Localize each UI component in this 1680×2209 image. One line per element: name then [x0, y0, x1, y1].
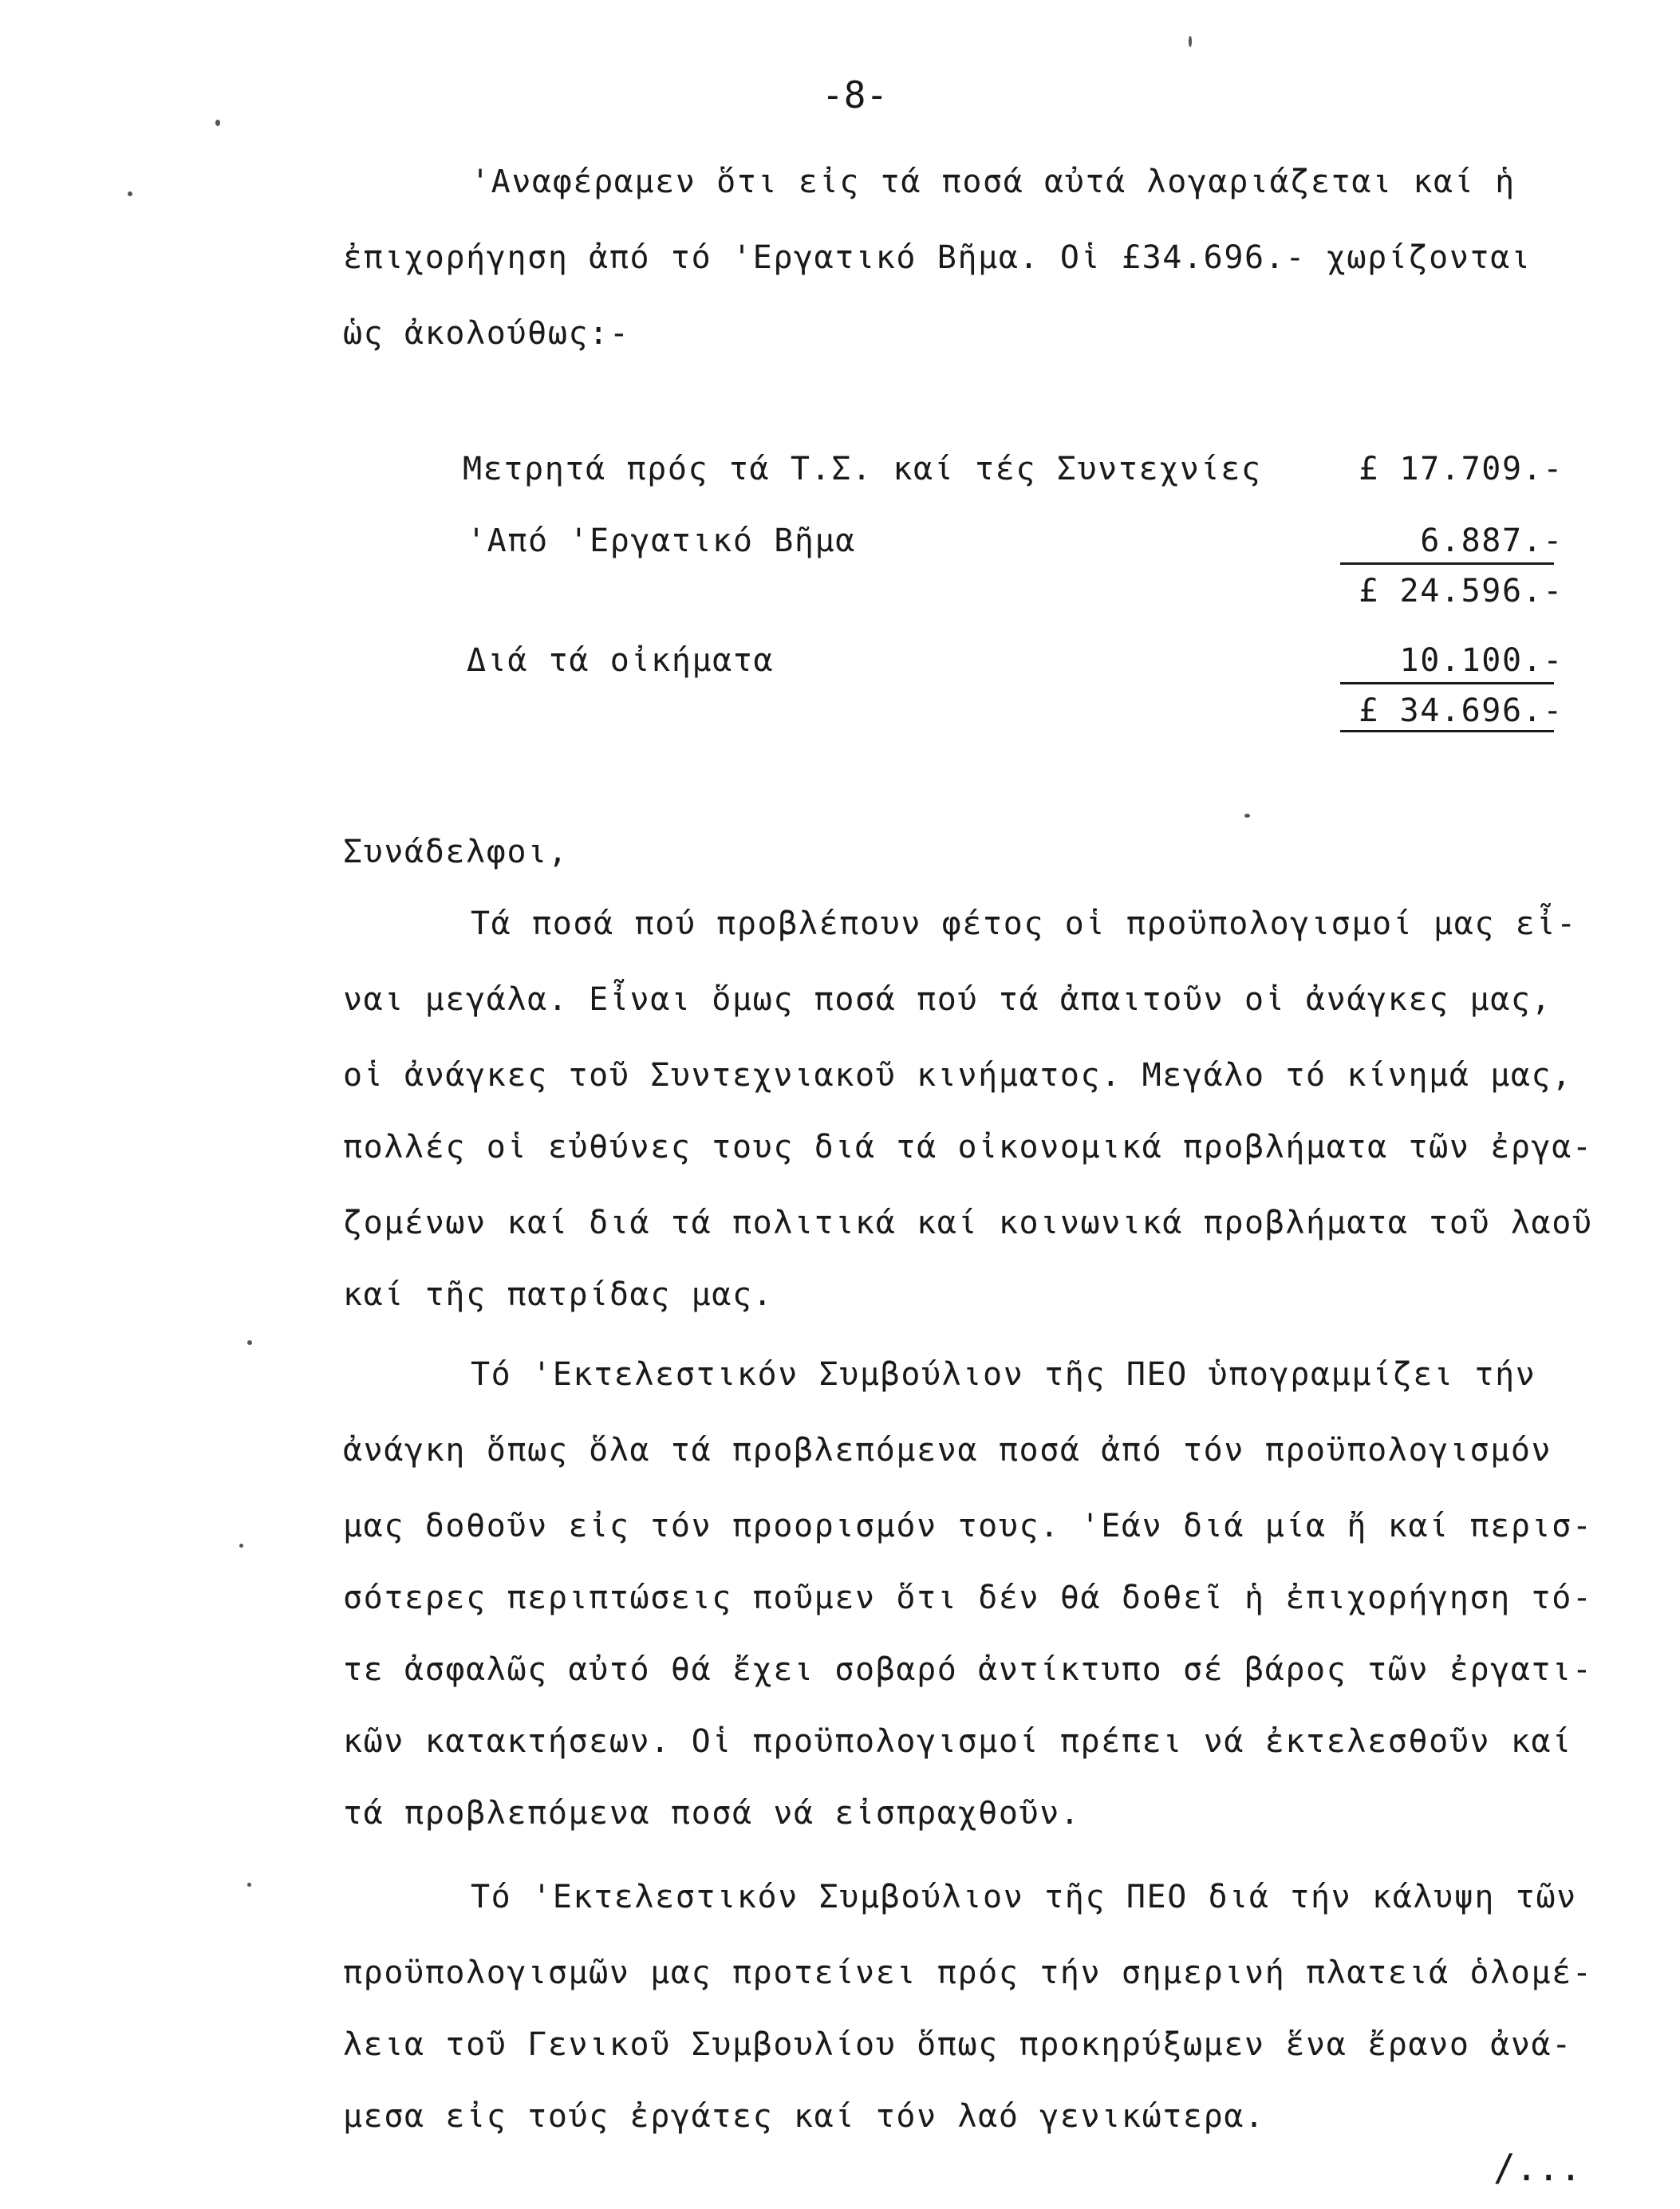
intro-line-1: 'Αναφέραμεν ὅτι εἰς τά ποσά αὐτά λογαριάζεται καί ἡ	[471, 164, 1516, 200]
paragraph1-line-4: πολλές οἱ εὐθύνες τους διά τά οἰκονομικά προβλήματα τῶν ἐργα-	[343, 1129, 1593, 1166]
paragraph2-line-4: σότερες περιπτώσεις ποῦμεν ὅτι δέν θά δοθεῖ ἡ ἐπιχορήγηση τό-	[343, 1580, 1593, 1616]
scan-speck	[1189, 36, 1192, 47]
scan-speck	[247, 1883, 251, 1887]
breakdown-amount-total: £ 34.696.-	[1359, 692, 1564, 729]
scan-speck	[1244, 814, 1250, 818]
paragraph2-line-6: κῶν κατακτήσεων. Οἱ προϋπολογισμοί πρέπει νά ἐκτελεσθοῦν καί	[343, 1723, 1572, 1760]
scan-speck	[215, 120, 220, 126]
breakdown-label-buildings: Διά τά οἰκήματα	[467, 642, 775, 679]
breakdown-label-cash: Μετρητά πρός τά Τ.Σ. καί τές Συντεχνίες	[463, 451, 1262, 487]
paragraph3-line-3: λεια τοῦ Γενικοῦ Συμβουλίου ὅπως προκηρύξωμεν ἕνα ἔρανο ἀνά-	[343, 2026, 1572, 2063]
intro-line-2: ἐπιχορήγηση ἀπό τό 'Εργατικό Βῆμα. Οἱ £34.696.- χωρίζονται	[343, 239, 1532, 276]
breakdown-amount-subtotal: £ 24.596.-	[1359, 573, 1564, 609]
paragraph3-line-2: προϋπολογισμῶν μας προτείνει πρός τήν σημερινή πλατειά ὁλομέ-	[343, 1955, 1593, 1991]
breakdown-amount-ergatiko: 6.887.-	[1420, 523, 1564, 559]
scan-speck	[239, 1544, 243, 1548]
breakdown-amount-cash: £ 17.709.-	[1359, 451, 1564, 487]
salutation: Συνάδελφοι,	[343, 834, 569, 870]
paragraph1-line-3: οἱ ἀνάγκες τοῦ Συντεχνιακοῦ κινήματος. Μεγάλο τό κίνημά μας,	[343, 1057, 1572, 1094]
continued-mark: /...	[1493, 2146, 1582, 2189]
paragraph1-line-1: Τά ποσά πού προβλέπουν φέτος οἱ προϋπολογισμοί μας εἶ-	[471, 905, 1577, 942]
total-underline	[1340, 730, 1554, 732]
paragraph2-line-1: Τό 'Εκτελεστικόν Συμβούλιον τῆς ΠΕΟ ὑπογραμμίζει τήν	[471, 1356, 1536, 1393]
paragraph2-line-7: τά προβλεπόμενα ποσά νά εἰσπραχθοῦν.	[343, 1795, 1081, 1832]
paragraph2-line-2: ἀνάγκη ὅπως ὅλα τά προβλεπόμενα ποσά ἀπό τόν προϋπολογισμόν	[343, 1432, 1552, 1469]
scan-speck	[247, 1340, 252, 1345]
subtotal-rule	[1340, 562, 1554, 565]
paragraph1-line-5: ζομένων καί διά τά πολιτικά καί κοινωνικά προβλήματα τοῦ λαοῦ	[343, 1205, 1593, 1241]
breakdown-label-ergatiko: 'Από 'Εργατικό Βῆμα	[467, 523, 856, 559]
paragraph1-line-2: ναι μεγάλα. Εἶναι ὅμως ποσά πού τά ἀπαιτοῦν οἱ ἀνάγκες μας,	[343, 981, 1552, 1018]
total-rule	[1340, 682, 1554, 684]
paragraph1-line-6: καί τῆς πατρίδας μας.	[343, 1276, 774, 1313]
scan-speck	[128, 191, 132, 196]
paragraph2-line-5: τε ἀσφαλῶς αὐτό θά ἔχει σοβαρό ἀντίκτυπο σέ βάρος τῶν ἐργατι-	[343, 1651, 1593, 1688]
page-number: -8-	[822, 73, 889, 116]
breakdown-amount-buildings: 10.100.-	[1399, 642, 1564, 679]
paragraph2-line-3: μας δοθοῦν εἰς τόν προορισμόν τους. 'Εάν διά μία ἤ καί περισ-	[343, 1508, 1593, 1544]
paragraph3-line-4: μεσα εἰς τούς ἐργάτες καί τόν λαό γενικώτερα.	[343, 2098, 1265, 2135]
paragraph3-line-1: Τό 'Εκτελεστικόν Συμβούλιον τῆς ΠΕΟ διά τήν κάλυψη τῶν	[471, 1879, 1577, 1915]
intro-line-3: ὡς ἀκολούθως:-	[343, 315, 630, 352]
